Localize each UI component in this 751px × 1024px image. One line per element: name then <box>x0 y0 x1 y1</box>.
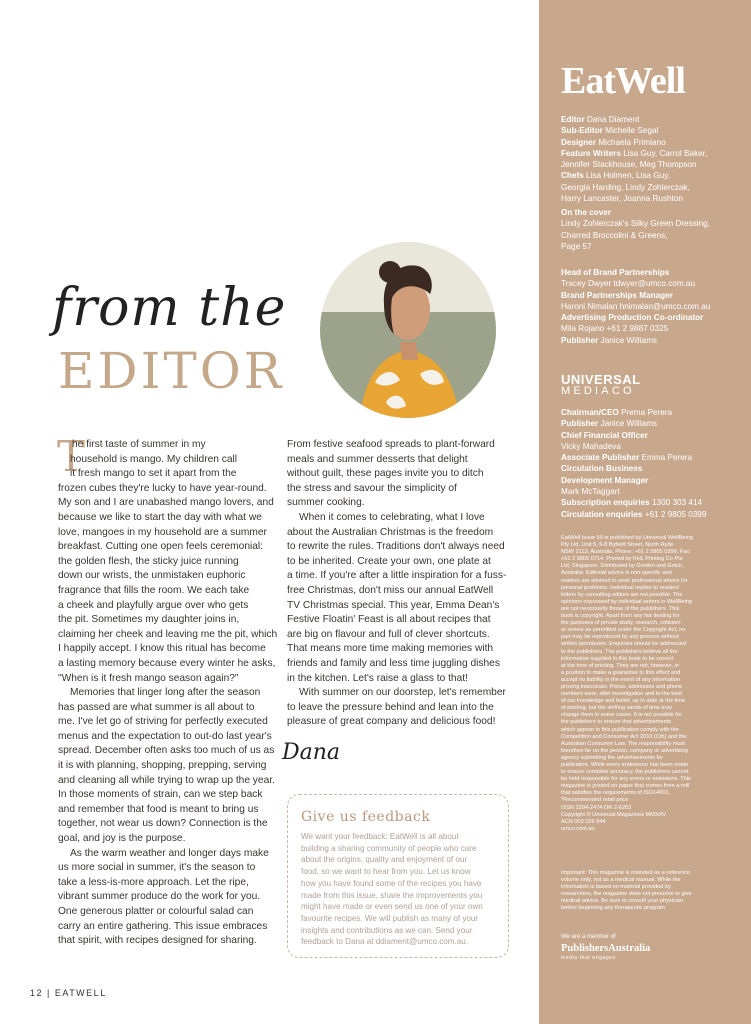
credit-line-value: Harry Lancaster, Joanna Rushton <box>561 194 683 204</box>
eatwell-logo: EatWell <box>561 60 685 102</box>
body-line: In those moments of strain, can we step back <box>58 789 263 801</box>
legal-line: to the publishers. The publishers believe all the <box>561 648 678 655</box>
body-line: down our wrists, the unmistaken euphoric <box>58 570 246 582</box>
legal-line: opinions expressed by individual writers in WellBeing <box>561 598 693 605</box>
um-logo-top: UNIVERSAL <box>561 372 641 387</box>
body-line: to be inherited. Create your own, one plate at <box>287 555 491 567</box>
body-line: about the Australian Christmas is the freedom <box>287 526 494 538</box>
body-line: because we like to start the day with what we <box>58 511 262 523</box>
body-line: to leave the pressure behind and lean into the <box>287 701 494 713</box>
page-footer: 12 | EATWELL <box>30 988 107 998</box>
credit-line-label: Chefs <box>561 171 584 181</box>
legal-line: numbers were, after investigation and to the best <box>561 691 682 698</box>
partnership-line <box>561 312 743 323</box>
legal-line: umco.com.au <box>561 825 595 832</box>
partnership-line <box>561 290 743 301</box>
legal-line: book is copyright. Apart from any fair dealing for <box>561 613 680 620</box>
publishers-australia-logo <box>561 934 650 961</box>
management-list <box>561 407 743 520</box>
legal-line: publication. While every endeavour has been made <box>561 762 689 768</box>
legal-line: part may be reproduced by any process without <box>561 634 679 641</box>
partnership-line <box>561 301 743 312</box>
credit-line <box>561 159 743 170</box>
body-line: love, mangoes in my household are a summer <box>58 526 267 538</box>
legal-line: letters by consulting editors are not possible. The <box>561 591 683 598</box>
body-line: together, not wear us down? Connection is the <box>58 818 268 830</box>
body-line: goal, and joy is the purpose. <box>58 833 186 845</box>
cover-line: Lindy Zohlerczak's Silky Green Dressing, <box>561 219 710 229</box>
body-line: frozen cubes they're lucky to have year-round. <box>58 482 267 494</box>
credit-line <box>561 193 743 204</box>
credit-line-value: Lisa Guy, Carrol Baker, <box>623 148 708 158</box>
body-line: a lasting memory because every winter he asks, <box>58 657 276 669</box>
credit-line-label: Editor <box>561 115 585 124</box>
legal-line: personal problems. Individual replies to readers' <box>561 584 680 591</box>
legal-line: Australia. Editorial advice is non-specific and <box>561 570 672 577</box>
body-line: When it comes to celebrating, what I love <box>299 511 485 523</box>
management-line <box>561 452 743 463</box>
partnership-line <box>561 267 743 278</box>
legal-line: EatWell Issue 59 is published by Universal WellBeing <box>561 535 693 541</box>
important-line: medical advice. Be sure to consult your physician <box>561 898 684 905</box>
body-line: friends and family and less time juggling dishes <box>287 657 500 669</box>
body-line: pleasure of great company and delicious food! <box>287 716 496 728</box>
partnership-line-value: Janice Williams <box>600 335 658 345</box>
body-line: the stress and savour the simplicity of <box>287 482 457 494</box>
legal-line: Australian Consumer Law. The responsibility must <box>561 740 685 747</box>
body-line: free Christmas, don't miss our annual EatWell <box>287 584 494 596</box>
feedback-line: about the origins, quality and enjoyment of our <box>301 855 468 865</box>
credit-line <box>561 125 743 136</box>
legal-line: information supplied in this book to be correct <box>561 655 674 662</box>
management-line-value: Vicky Mahadeva <box>561 441 621 451</box>
feedback-line: favourite recipes. We will publish as many of your <box>301 913 479 923</box>
legal-line: a position to make a guarantee to this effect and <box>561 669 681 676</box>
body-line: As the warm weather and longer days make <box>70 847 269 859</box>
legal-line: therefore be on the person, company or advertising <box>561 747 688 754</box>
important-line: information is based on material provided by <box>561 884 671 891</box>
body-line: a cheek and playfully argue over who gets <box>58 599 249 611</box>
management-line-label: Chairman/CEO <box>561 408 619 417</box>
management-line <box>561 418 743 429</box>
body-line: he first taste of summer in my <box>72 439 206 450</box>
title-script: from the <box>52 278 287 338</box>
credit-line <box>561 148 743 159</box>
legal-line: Copyright © Universal Magazines MMXXV <box>561 811 667 818</box>
management-line <box>561 509 743 520</box>
pa-tagline: media that engages <box>561 955 616 961</box>
body-line: fragrance that fills the room. We each take <box>58 584 250 596</box>
legal-line: the purposes of private study, research, criticism <box>561 620 681 627</box>
feedback-line: food, so we want to hear from you. Let us know <box>301 867 471 877</box>
important-line: Important: This magazine is intended as a reference <box>561 870 690 876</box>
feedback-line: We want your feedback: EatWell is all about <box>301 832 459 841</box>
body-line: without guilt, these pages invite you to ditch <box>287 468 484 480</box>
legal-line: accept no liability in the event of any information <box>561 676 681 683</box>
management-line-label: Circulation Business <box>561 464 643 474</box>
legal-line: agency submitting the advertisements for <box>561 754 663 761</box>
body-line: One generous platter or colourful salad can <box>58 906 254 917</box>
important-line: volume only, not as a medical manual. While the <box>561 877 681 884</box>
legal-line: that satisfies the requirements of ISO14001. <box>561 790 671 797</box>
feedback-line: building a sharing community of people who care <box>301 843 477 853</box>
credit-line <box>561 182 743 193</box>
management-line-value: Janice Williams <box>600 419 658 429</box>
legal-line: which appear in this publication comply with the <box>561 726 679 733</box>
um-logo-bottom: MEDIACO <box>561 385 635 397</box>
body-line: spread. December often asks too much of us as <box>58 745 275 757</box>
masthead-sidebar <box>539 0 751 1024</box>
management-line <box>561 463 743 474</box>
portrait-illustration <box>320 242 496 418</box>
management-line-label: Subscription enquiries <box>561 498 650 508</box>
legal-line: +61 2 9805 0714. Printed by KHL Printing Co Pte <box>561 556 683 563</box>
pa-name: PublishersAustralia <box>561 943 651 954</box>
management-line <box>561 497 743 508</box>
legal-line: the publishers to ensure that advertisements <box>561 719 672 726</box>
management-line-value: Mark McTaggart <box>561 487 620 497</box>
body-line: and remember that food is meant to bring us <box>58 803 259 815</box>
legal-line: or review as permitted under the Copyright Act, no <box>561 627 686 634</box>
body-line: it fresh mango to set it apart from the <box>70 468 237 480</box>
feedback-title: Give us feedback <box>301 809 431 825</box>
drop-cap: T <box>57 432 86 481</box>
body-line: me. I've let go of striving for perfectly executed <box>58 716 268 728</box>
credit-line-value: Dana Diament <box>586 115 640 124</box>
partnership-line-label: Advertising Production Co-ordinator <box>561 313 704 323</box>
legal-line: Pty Ltd, Unit 5, 6-8 Byfield Street, North Ryde <box>561 542 674 549</box>
legal-line: written permission. Enquiries should be addressed <box>561 641 686 648</box>
body-line: take a less-is-more approach. Let the ripe, <box>58 876 249 888</box>
legal-line: ACN 003 026 944 <box>561 818 606 825</box>
body-line: us more social in summer, it's the season to <box>58 862 256 874</box>
management-line <box>561 486 743 497</box>
feedback-line: might have made or even send us one of your own <box>301 902 483 912</box>
partnership-line-value: Haroni Nimalan hnimalan@umco.com.au <box>561 301 711 311</box>
body-line: a time. If you're after a little inspiration for a fuss- <box>287 570 507 582</box>
legal-line: be held responsible for any errors or omissions. This <box>561 776 691 783</box>
body-line: summer cooking. <box>287 497 365 509</box>
credit-line <box>561 170 743 181</box>
legal-notice <box>561 535 743 833</box>
body-line: My son and I are unabashed mango lovers, and <box>58 497 274 509</box>
body-line: "When is it fresh mango season again?" <box>58 672 239 684</box>
management-line <box>561 430 743 441</box>
universal-mediaco-logo <box>561 373 641 397</box>
feedback-line: feedback to Dana at ddiament@umco.com.au. <box>301 937 469 947</box>
legal-line: proving inaccurate. Prices, addresses and phone <box>561 683 683 690</box>
body-line: it is with planning, shopping, prepping, serving <box>58 760 267 772</box>
feedback-line: how you have found some of the recipes you have <box>301 878 482 888</box>
partnerships-list <box>561 267 743 346</box>
body-line: breakfast. Cutting one open feels ceremonial: <box>58 541 264 553</box>
management-line-value: Prema Perera <box>621 408 673 417</box>
feedback-line: insights and contributions as we can. Send your <box>301 925 473 935</box>
feedback-line: made from this issue, share the improvements you <box>301 890 483 900</box>
credit-line-value: Lisa Holmen, Lisa Guy, <box>586 171 671 181</box>
body-column-2 <box>287 438 509 730</box>
legal-line: to ensure complete accuracy, the publishers cannot <box>561 769 689 776</box>
credit-line <box>561 114 743 125</box>
body-line: has passed are what summer is all about to <box>58 701 255 713</box>
management-line-value: +61 2 9805 0399 <box>644 509 707 519</box>
body-line: and cleaning all while trying to wrap up the year. <box>58 774 275 786</box>
body-line: carry an entire gathering. This issue embraces <box>58 920 268 932</box>
credit-line-value: Jennifer Stackhouse, Meg Thompson <box>561 160 697 170</box>
management-line-value: Emma Perera <box>641 453 693 463</box>
legal-line: of our knowledge and belief, up to date at the time <box>561 698 686 705</box>
cover-line: Page 57 <box>561 241 592 251</box>
feedback-box <box>287 794 509 958</box>
legal-line: of printing, but the shifting sands of time may <box>561 705 673 712</box>
body-line: claiming her cheek and leaving me the pit, which <box>58 628 278 640</box>
management-line-label: Publisher <box>561 419 599 429</box>
management-line-label: Circulation enquiries <box>561 509 643 519</box>
body-line: household is mango. My children call <box>70 453 238 465</box>
legal-line: magazine is printed on paper that comes from a mill <box>561 783 690 790</box>
feedback-body <box>301 831 483 948</box>
body-line: the golden flesh, the sticky juice running <box>58 555 239 567</box>
body-line: Festive Floatin' Feast is all about recipes that <box>287 614 491 626</box>
partnership-line <box>561 323 743 334</box>
partnership-line-value: Mila Rojano +61 2 9887 0325 <box>561 324 669 334</box>
legal-line: Competition and Consumer Act 2010 (Cth) and the <box>561 733 687 740</box>
management-line-label: Associate Publisher <box>561 453 640 463</box>
management-line-label: Chief Financial Officer <box>561 430 648 440</box>
management-line <box>561 407 743 418</box>
body-line: to rewrite the rules. Traditions don't always need <box>287 541 505 553</box>
credit-line-label: Sub-Editor <box>561 126 603 136</box>
body-line: I happily accept. I know this ritual has become <box>58 643 266 655</box>
partnership-line-label: Head of Brand Partnerships <box>561 268 670 277</box>
management-line-label: Development Manager <box>561 475 649 485</box>
partnership-line-value: Tracey Dwyer tdwyer@umco.com.au <box>561 279 696 289</box>
important-notice <box>561 870 743 913</box>
legal-line: are not necessarily those of the publishers. This <box>561 605 680 612</box>
member-label: We are a member of <box>561 934 616 940</box>
credits-list <box>561 114 743 204</box>
important-line: researchers, the magazine does not presume to give <box>561 891 692 898</box>
legal-line: change them in some cases. It is not possible for <box>561 712 682 719</box>
title-editor: EDITOR <box>58 342 285 400</box>
legal-line: readers are advised to seek professional advice for <box>561 577 688 584</box>
body-line: That means more time making memories with <box>287 643 494 655</box>
partnership-line <box>561 278 743 289</box>
body-line: With summer on our doorstep, let's remember <box>299 687 506 699</box>
legal-line: ISSN 2204-2474 OR 2-6203 <box>561 804 632 811</box>
body-line: Memories that linger long after the season <box>70 687 261 699</box>
body-line: From festive seafood spreads to plant-forward <box>287 439 495 450</box>
cover-label: On the cover <box>561 208 612 217</box>
credit-line-value: Georgia Harding, Lindy Zohlerczak, <box>561 182 690 192</box>
legal-line: *Recommended retail price <box>561 797 629 804</box>
editor-portrait <box>320 242 496 418</box>
body-column-1 <box>57 432 278 949</box>
body-line: meals and summer desserts that delight <box>287 453 468 465</box>
credit-line-value: Michelle Segal <box>605 126 659 136</box>
management-line <box>561 441 743 452</box>
cover-credit <box>561 207 743 252</box>
credit-line-value: Michaela Primiano <box>598 137 666 147</box>
credit-line-label: Feature Writers <box>561 148 621 158</box>
body-line: vibrant summer produce do the work for you. <box>58 891 261 903</box>
body-line: in the kitchen. Let's raise a glass to that! <box>287 672 468 684</box>
management-line-value: 1300 303 414 <box>652 498 703 508</box>
body-line: the pit. Sometimes my daughter joins in, <box>58 614 240 626</box>
editor-signature: Dana <box>282 740 341 765</box>
important-line: before beginning any therapeutic program. <box>561 905 667 912</box>
credit-line <box>561 137 743 148</box>
partnership-line <box>561 335 743 346</box>
cover-line: Charred Broccolini & Greens, <box>561 230 668 240</box>
body-line: that spirit, with recipes designed for sharing. <box>58 935 257 947</box>
credit-line-label: Designer <box>561 137 597 147</box>
partnership-line-label: Publisher <box>561 335 599 345</box>
partnership-line-label: Brand Partnerships Manager <box>561 290 673 300</box>
legal-line: at the time of printing. They are not, however, in <box>561 662 680 669</box>
body-line: menus and the expectation to out-do last year's <box>58 730 272 742</box>
body-line: are big on flavour and full of clever shortcuts. <box>287 628 490 640</box>
body-line: TV Christmas special. This year, Emma Dean's <box>287 599 500 611</box>
management-line <box>561 475 743 486</box>
legal-line: Ltd, Singapore. Distributed by Gordon and Gotch, <box>561 563 684 570</box>
legal-line: NSW 2113, Australia. Phone: +61 2 9805 0399, Fax: <box>561 549 691 556</box>
